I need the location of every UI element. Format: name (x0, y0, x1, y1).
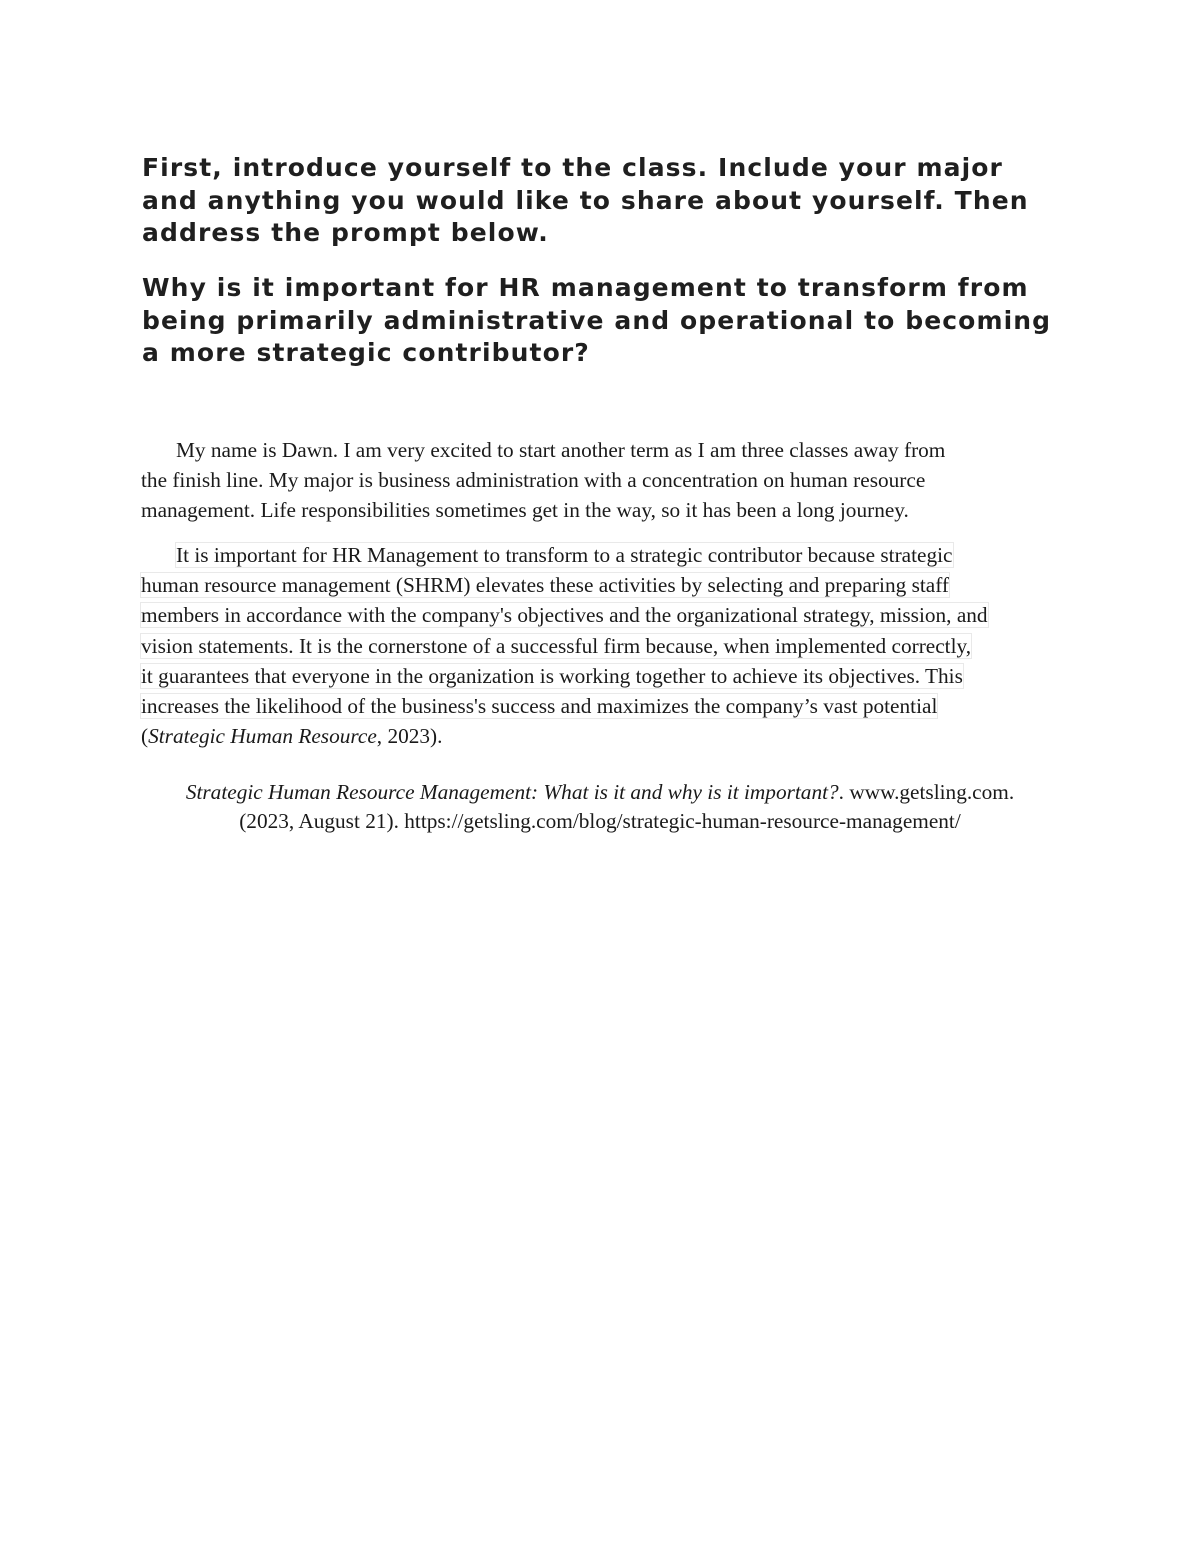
reference-line-1 (100, 778, 1100, 807)
in-text-citation-title: Strategic Human Resource (148, 724, 377, 749)
answer-line (141, 661, 1071, 691)
answer-line (141, 631, 1071, 661)
answer-line-text: increases the likelihood of the business's success and maximizes the company’s vast potential (141, 694, 938, 719)
answer-line-text: human resource management (SHRM) elevates these activities by selecting and preparing staff (141, 573, 950, 598)
in-text-citation-close: , 2023). (376, 724, 443, 749)
discussion-instructions: First, introduce yourself to the class. Include your major and anything you would like to share about yourself. Then address the prompt below. (142, 153, 1029, 247)
reference-title: Strategic Human Resource Management: What is it and why is it important? (185, 780, 839, 804)
answer-line-text: It is important for HR Management to transform to a strategic contributor because strategic (176, 543, 953, 567)
intro-line: management. Life responsibilities sometimes get in the way, so it has been a long journey. (141, 498, 909, 523)
answer-line (141, 691, 1071, 721)
answer-line (141, 721, 1071, 751)
intro-line: My name is Dawn. I am very excited to start another term as I am three classes away from (176, 438, 946, 462)
answer-line (141, 600, 1071, 630)
intro-paragraph (141, 435, 1071, 526)
answer-line (141, 540, 1071, 570)
answer-line-text: it guarantees that everyone in the organization is working together to achieve its objectives. This (141, 663, 963, 688)
intro-line: the finish line. My major is business administration with a concentration on human resource (141, 468, 926, 493)
discussion-question: Why is it important for HR management to transform from being primarily administrative and operational to becoming a more strategic contributor? (142, 273, 1052, 367)
reference-site: . www.getsling.com. (838, 780, 1015, 804)
answer-line-text: vision statements. It is the cornerstone of a successful firm because, when implemented correctly, (141, 633, 972, 658)
answer-line (141, 570, 1071, 600)
reference-line-2: (2023, August 21). https://getsling.com/blog/strategic-human-resource-management/ (239, 809, 961, 833)
in-text-citation-open: ( (141, 724, 149, 749)
reference-entry (100, 778, 1100, 836)
answer-paragraph (141, 540, 1071, 751)
answer-line-text: members in accordance with the company's objectives and the organizational strategy, mission, and (141, 603, 988, 628)
